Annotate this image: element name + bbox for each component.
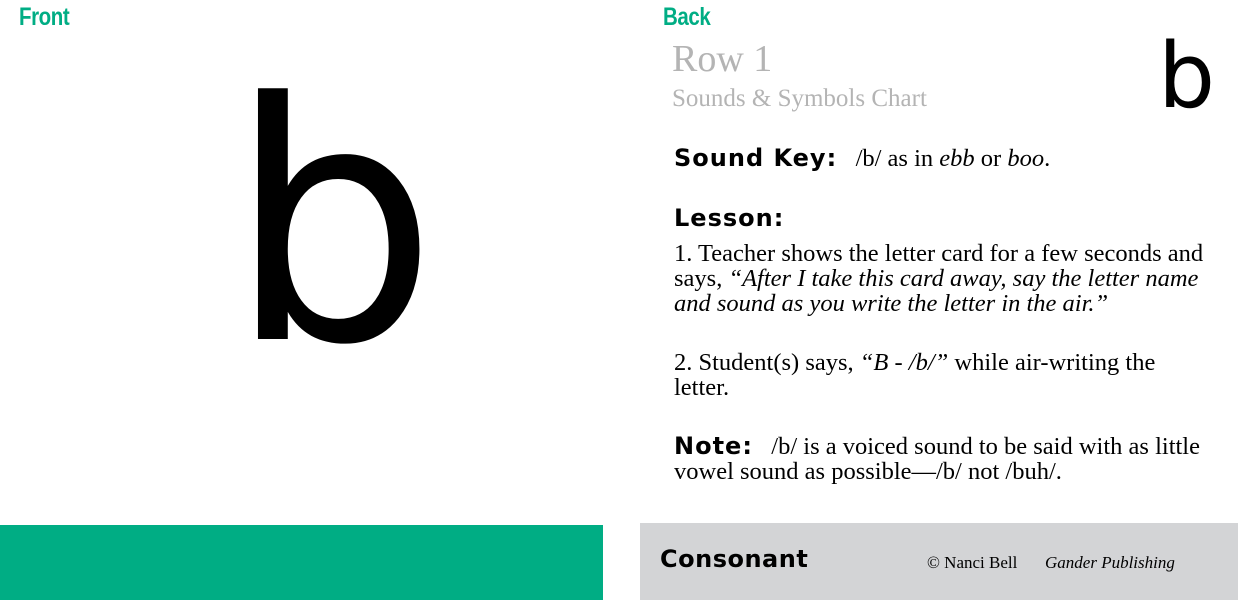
sound-key-heading: Sound Key: (674, 144, 838, 172)
lesson-step-1 (674, 241, 1204, 316)
lesson-step-2 (674, 350, 1204, 400)
back-letter: b (1158, 24, 1216, 129)
footer-copyright: © Nanci Bell (927, 553, 1018, 572)
sound-key-or: or (974, 145, 1008, 172)
note-heading: Note: (674, 432, 753, 460)
note-text: /b/ is a voiced sound to be said with as little vowel sound as possible—/b/ not /buh/. (674, 433, 1200, 485)
lesson-step-1-lead: 1. Teacher shows the letter card for a few seconds and says, (674, 240, 1204, 292)
sound-key-end: . (1044, 145, 1051, 172)
sound-key (674, 146, 1204, 171)
back-footer (640, 523, 1238, 600)
sound-key-word2: boo (1007, 145, 1045, 172)
lesson-heading: Lesson: (674, 204, 785, 232)
front-letter: b (228, 33, 438, 417)
sound-key-word1: ebb (939, 145, 975, 172)
chart-subtitle: Sounds & Symbols Chart (672, 85, 927, 112)
lesson-step-2-quote: “B - /b/” (859, 349, 949, 376)
lesson-step-2-lead: 2. Student(s) says, (674, 349, 860, 376)
front-label: Front (19, 3, 70, 31)
footer-publisher: Gander Publishing (1045, 553, 1175, 572)
back-label: Back (663, 3, 711, 31)
footer-sound-type: Consonant (660, 545, 809, 573)
row-title: Row 1 (672, 38, 773, 80)
front-color-bar (0, 525, 603, 600)
lesson-step-1-quote: “After I take this card away, say the letter name and sound as you write the letter in the air.” (674, 265, 1199, 317)
note (674, 434, 1204, 484)
lesson-step-2-end: while air-writing the letter. (674, 349, 1156, 401)
sound-key-lead: /b/ as in (855, 145, 940, 172)
